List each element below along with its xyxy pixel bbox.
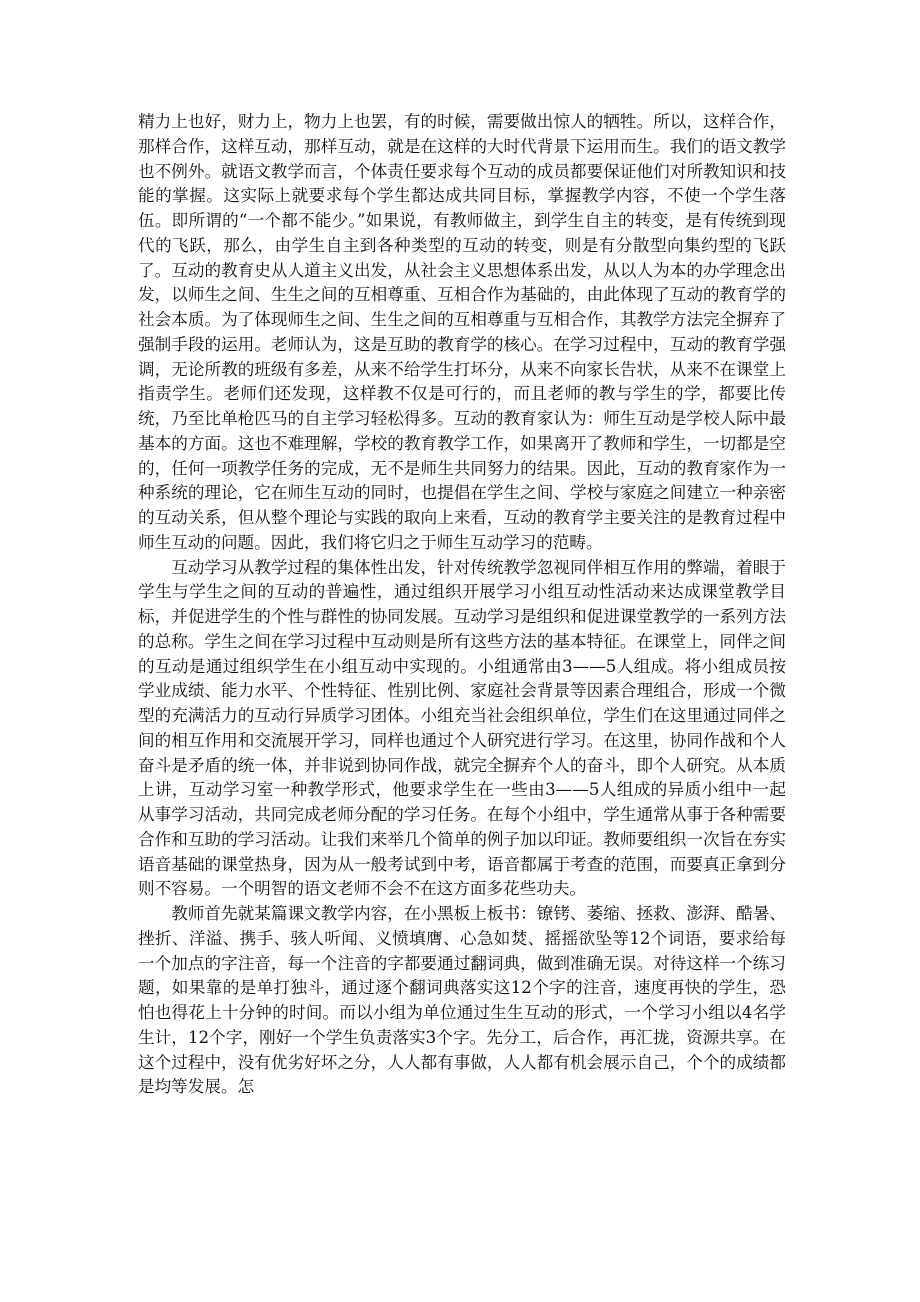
document-body xyxy=(138,110,786,1100)
paragraph-2: 互动学习从教学过程的集体性出发，针对传统教学忽视同伴相互作用的弊端，着眼于学生与学生之间的互动的普遍性，通过组织开展学习小组互动性活动来达成课堂教学目标，并促进学生的个性与群性的协同发展。互动学习是组织和促进课堂教学的一系列方法的总称。学生之间在学习过程中互动则是所有这些方法的基本特征。在课堂上，同伴之间的互动是通过组织学生在小组互动中实现的。小组通常由3——5人组成。将小组成员按学业成绩、能力水平、个性特征、性别比例、家庭社会背景等因素合理组合，形成一个微型的充满活力的互动行异质学习团体。小组充当社会组织单位，学生们在这里通过同伴之间的相互作用和交流展开学习，同样也通过个人研究进行学习。在这里，协同作战和个人奋斗是矛盾的统一体，并非说到协同作战，就完全摒弃个人的奋斗，即个人研究。从本质上讲，互动学习室一种教学形式，他要求学生在一些由3——5人组成的异质小组中一起从事学习活动，共同完成老师分配的学习任务。在每个小组中，学生通常从事于各种需要合作和互助的学习活动。让我们来举几个简单的例子加以印证。教师要组织一次旨在夯实语音基础的课堂热身，因为从一般考试到中考，语音都属于考查的范围，而要真正拿到分则不容易。一个明智的语文老师不会不在这方面多花些功夫。 xyxy=(138,557,786,899)
paragraph-1: 精力上也好，财力上，物力上也罢，有的时候，需要做出惊人的牺牲。所以，这样合作，那样合作，这样互动，那样互动，就是在这样的大时代背景下运用而生。我们的语文教学也不例外。就语文教学而言，个体责任要求每个互动的成员都要保证他们对所教知识和技能的掌握。这实际上就要求每个学生都达成共同目标，掌握教学内容，不使一个学生落伍。即所谓的“一个都不能少。”如果说，有教师做主，到学生自主的转变，是有传统到现代的飞跃，那么，由学生自主到各种类型的互动的转变，则是有分散型向集约型的飞跃了。互动的教育史从人道主义出发，从社会主义思想体系出发，从以人为本的办学理念出发，以师生之间、生生之间的互相尊重、互相合作为基础的，由此体现了互动的教育学的社会本质。为了体现师生之间、生生之间的互相尊重与互相合作，其教学方法完全摒弃了强制手段的运用。老师认为，这是互助的教育学的核心。在学习过程中，互动的教育学强调，无论所教的班级有多差，从来不给学生打坏分，从来不向家长告状，从来不在课堂上指责学生。老师们还发现，这样教不仅是可行的，而且老师的教与学生的学，都要比传统，乃至比单枪匹马的自主学习轻松得多。互动的教育家认为：师生互动是学校人际中最基本的方面。这也不难理解，学校的教育教学工作，如果离开了教师和学生，一切都是空的，任何一项教学任务的完成，无不是师生共同努力的结果。因此，互动的教育家作为一种系统的理论，它在师生互动的同时，也提倡在学生之间、学校与家庭之间建立一种亲密的互动关系，但从整个理论与实践的取向上来看，互动的教育学主要关注的是教育过程中师生互动的问题。因此，我们将它归之于师生互动学习的范畴。 xyxy=(138,112,786,552)
paragraph-3: 教师首先就某篇课文教学内容，在小黑板上板书：镣铐、萎缩、拯救、澎湃、酷暑、挫折、洋溢、携手、骇人听闻、义愤填膺、心急如焚、摇摇欲坠等12个词语，要求给每一个加点的字注音，每一个注音的字都要通过翻词典，做到准确无误。对待这样一个练习题，如果靠的是单打独斗，通过逐个翻词典落实这12个字的注音，速度再快的学生，恐怕也得花上十分钟的时间。而以小组为单位通过生生互动的形式，一个学习小组以4名学生计，12个字，刚好一个学生负责落实3个字。先分工，后合作，再汇拢，资源共享。在这个过程中，没有优劣好坏之分，人人都有事做，人人都有机会展示自己，个个的成绩都是均等发展。怎 xyxy=(138,904,786,1097)
